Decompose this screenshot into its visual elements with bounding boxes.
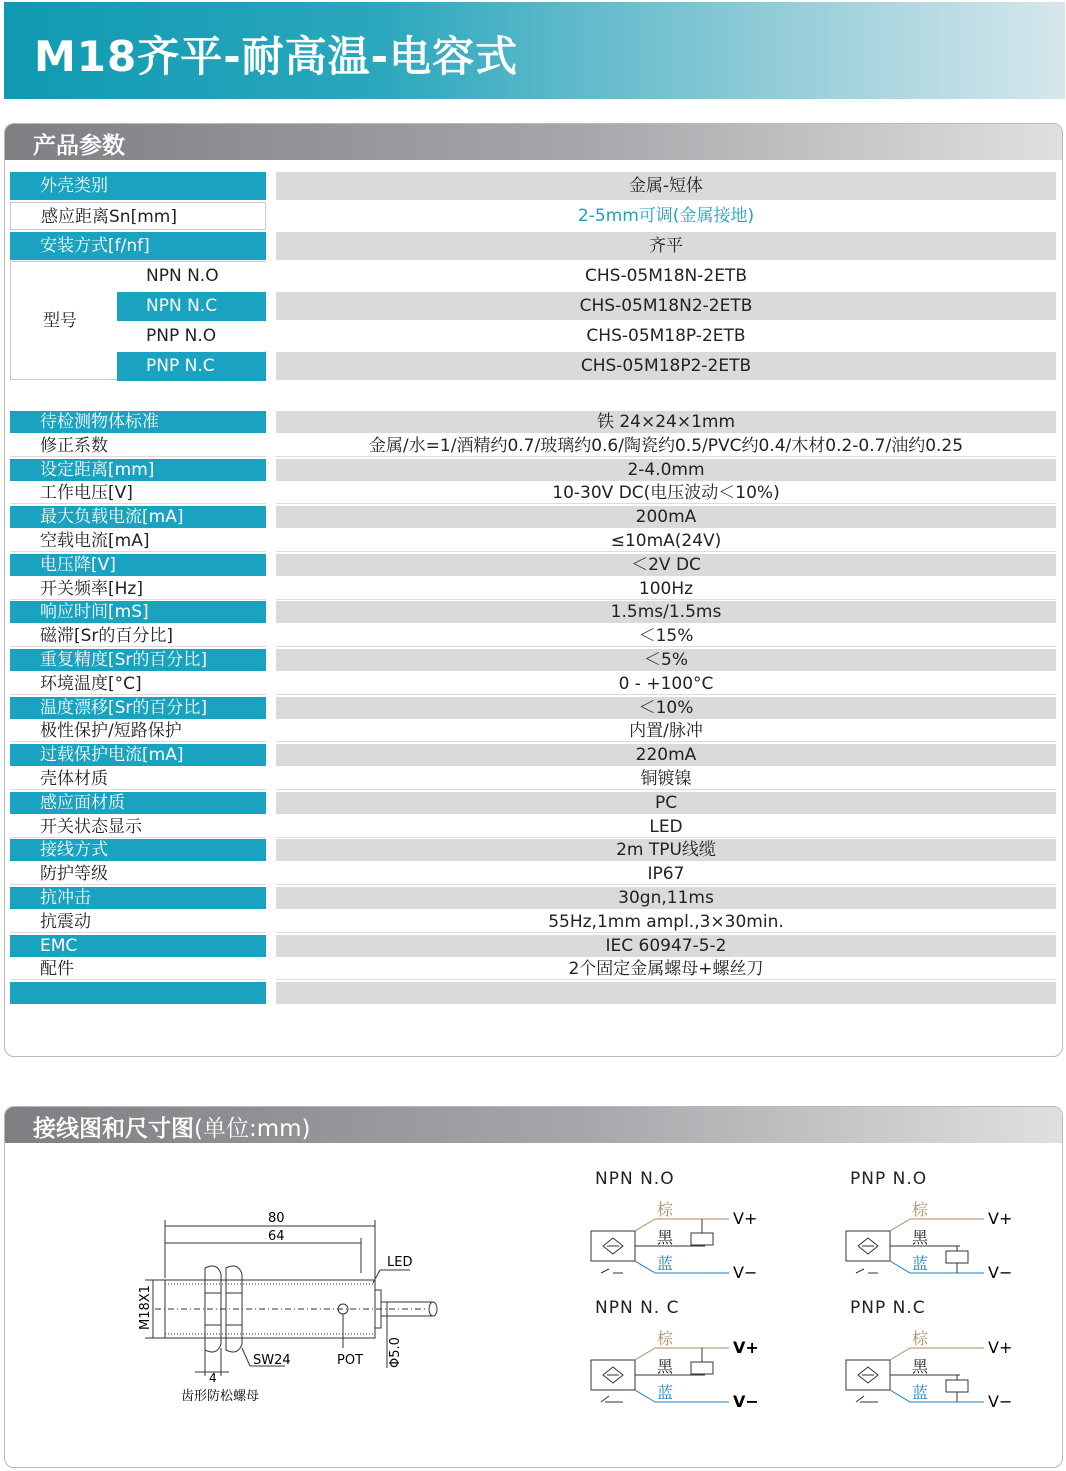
diagram-title: PNP N.O (850, 1169, 928, 1189)
spec-value: 0 - +100°C (276, 673, 1056, 695)
wiring-panel-header (5, 1107, 1062, 1143)
spec-row (10, 839, 1057, 861)
spec-value: ＜15% (276, 625, 1056, 647)
dim-nut-label: 齿形防松螺母 (181, 1389, 260, 1404)
wiring-panel (4, 1106, 1063, 1468)
dim-cable: Φ5.0 (388, 1337, 403, 1368)
vminus-label: V− (988, 1263, 1013, 1281)
model-code-cell: CHS-05M18N2-2ETB (276, 292, 1056, 320)
wire-blue: 蓝 (657, 1254, 674, 1273)
spec-row (10, 482, 1057, 504)
spec-value: ＜2V DC (276, 554, 1056, 576)
wire-brown: 棕 (912, 1201, 929, 1219)
diagram-area (5, 1143, 1063, 1468)
spec-label: 最大负载电流[mA] (10, 506, 266, 528)
wire-brown: 棕 (912, 1330, 929, 1348)
spec-label: 重复精度[Sr的百分比] (10, 649, 266, 671)
spec-value: ＜10% (276, 697, 1056, 719)
wiring-title (33, 1110, 311, 1143)
spec-value: 200mA (276, 506, 1056, 528)
model-type-cell: NPN N.O (117, 262, 266, 291)
spec-label: EMC (10, 935, 266, 957)
spec-value: 金属/水=1/酒精约0.7/玻璃约0.6/陶瓷约0.5/PVC约0.4/木材0.2-0.7/油约0.25 (276, 435, 1056, 457)
spec-label: 配件 (10, 958, 266, 980)
spec-label: 接线方式 (10, 839, 266, 861)
vminus-label: V− (733, 1263, 758, 1281)
spec-value: 2m TPU线缆 (276, 839, 1056, 861)
dim-length-total: 80 (268, 1211, 285, 1226)
spec-label: 壳体材质 (10, 768, 266, 790)
diagram-title: NPN N.O (595, 1169, 675, 1189)
spec-label: 设定距离[mm] (10, 459, 266, 481)
spec-value: 铁 24×24×1mm (276, 411, 1056, 433)
dim-sw: SW24 (253, 1353, 291, 1368)
spec-row (10, 435, 1057, 457)
spec-label: 环境温度[°C] (10, 673, 266, 695)
spec-value: 铜镀镍 (276, 768, 1056, 790)
model-code-cell: CHS-05M18N-2ETB (276, 262, 1056, 290)
sense-label: 感应距离Sn[mm] (10, 202, 266, 230)
wiring-diagram-npn-nc (583, 1330, 773, 1410)
spec-row (10, 792, 1057, 814)
vplus-label: V+ (988, 1338, 1013, 1357)
spec-value: ≤10mA(24V) (276, 530, 1056, 552)
housing-label: 外壳类别 (10, 172, 266, 200)
vplus-label: V+ (733, 1209, 758, 1228)
spec-value: PC (276, 792, 1056, 814)
spec-label (10, 982, 266, 1004)
dim-pot: POT (337, 1353, 364, 1368)
spec-label: 待检测物体标准 (10, 411, 266, 433)
dim-led: LED (387, 1255, 413, 1270)
wiring-diagram-pnp-no (838, 1201, 1028, 1281)
wire-black: 黑 (657, 1357, 674, 1376)
vplus-label: V+ (988, 1209, 1013, 1228)
table-row (10, 232, 1057, 261)
spec-label: 抗震动 (10, 911, 266, 933)
dim-thread: M18X1 (138, 1285, 153, 1330)
spec-row (10, 935, 1057, 957)
spec-row (10, 697, 1057, 719)
dim-length-body: 64 (268, 1229, 285, 1244)
wiring-title-main: 接线图和尺寸图 (33, 1116, 194, 1142)
spec-row (10, 411, 1057, 433)
table-row (10, 172, 1057, 201)
mount-label: 安装方式[f/nf] (10, 232, 266, 260)
model-label: 型号 (43, 311, 77, 331)
spec-row (10, 982, 1057, 1004)
header-banner (4, 2, 1065, 99)
dim-nut-width: 4 (209, 1371, 217, 1385)
spec-label: 响应时间[mS] (10, 601, 266, 623)
diagram-title: PNP N.C (850, 1298, 926, 1318)
spec-label: 感应面材质 (10, 792, 266, 814)
spec-row (10, 530, 1057, 552)
spec-value (276, 982, 1056, 1004)
spec-row (10, 720, 1057, 742)
spec-row (10, 768, 1057, 790)
housing-value: 金属-短体 (276, 172, 1056, 200)
spec-label: 修正系数 (10, 435, 266, 457)
wire-black: 黑 (657, 1228, 674, 1247)
spec-row (10, 673, 1057, 695)
wiring-diagram-pnp-nc (838, 1330, 1028, 1410)
wire-brown: 棕 (657, 1330, 674, 1348)
spec-value: 2-4.0mm (276, 459, 1056, 481)
params-panel (4, 123, 1063, 1057)
spec-value: LED (276, 816, 1056, 838)
table-row (10, 202, 1057, 231)
spec-row (10, 459, 1057, 481)
spec-value: 内置/脉冲 (276, 720, 1056, 742)
spec-row (10, 578, 1057, 600)
spec-value: 1.5ms/1.5ms (276, 601, 1056, 623)
spec-value: 100Hz (276, 578, 1056, 600)
spec-label: 磁滞[Sr的百分比] (10, 625, 266, 647)
spec-row (10, 649, 1057, 671)
spec-row (10, 911, 1057, 933)
spec-label: 抗冲击 (10, 887, 266, 909)
spec-value: 2个固定金属螺母+螺丝刀 (276, 958, 1056, 980)
spec-label: 电压降[V] (10, 554, 266, 576)
spec-row (10, 744, 1057, 766)
vminus-label: V− (988, 1392, 1013, 1410)
spec-label: 温度漂移[Sr的百分比] (10, 697, 266, 719)
spec-label: 极性保护/短路保护 (10, 720, 266, 742)
dimension-drawing (125, 1198, 455, 1468)
spec-row (10, 601, 1057, 623)
wiring-title-unit: (单位:mm) (194, 1116, 311, 1142)
spec-row (10, 863, 1057, 885)
page-title: M18齐平-耐高温-电容式 (34, 32, 519, 81)
spec-row (10, 554, 1057, 576)
spec-row (10, 816, 1057, 838)
model-type-cell: PNP N.C (117, 352, 266, 381)
diagram-title: NPN N. C (595, 1298, 680, 1318)
spec-value: ＜5% (276, 649, 1056, 671)
spec-value: 10-30V DC(电压波动＜10%) (276, 482, 1056, 504)
wire-blue: 蓝 (657, 1383, 674, 1402)
wire-blue: 蓝 (912, 1383, 929, 1402)
spec-value: 55Hz,1mm ampl.,3×30min. (276, 911, 1056, 933)
mount-value: 齐平 (276, 232, 1056, 260)
model-type-cell: PNP N.O (117, 322, 266, 351)
spec-label: 开关状态显示 (10, 816, 266, 838)
params-title: 产品参数 (33, 133, 125, 159)
spec-label: 空载电流[mA] (10, 530, 266, 552)
wire-blue: 蓝 (912, 1254, 929, 1273)
wire-black: 黑 (912, 1357, 929, 1376)
spec-row (10, 625, 1057, 647)
spec-value: 220mA (276, 744, 1056, 766)
model-code-cell: CHS-05M18P2-2ETB (276, 352, 1056, 380)
model-code-cell: CHS-05M18P-2ETB (276, 322, 1056, 350)
wire-brown: 棕 (657, 1201, 674, 1219)
spec-label: 过载保护电流[mA] (10, 744, 266, 766)
spec-label: 工作电压[V] (10, 482, 266, 504)
spec-label: 防护等级 (10, 863, 266, 885)
wiring-diagram-npn-no (583, 1201, 773, 1281)
spec-value: IEC 60947-5-2 (276, 935, 1056, 957)
wire-black: 黑 (912, 1228, 929, 1247)
spec-row (10, 958, 1057, 980)
spec-label: 开关频率[Hz] (10, 578, 266, 600)
vplus-label: V+ (733, 1338, 759, 1357)
vminus-label: V− (733, 1392, 759, 1410)
spec-value: IP67 (276, 863, 1056, 885)
sense-value: 2-5mm可调(金属接地) (276, 202, 1056, 230)
spec-value: 30gn,11ms (276, 887, 1056, 909)
model-type-cell: NPN N.C (117, 292, 266, 321)
params-panel-header (5, 124, 1062, 160)
spec-row (10, 506, 1057, 528)
spec-row (10, 887, 1057, 909)
